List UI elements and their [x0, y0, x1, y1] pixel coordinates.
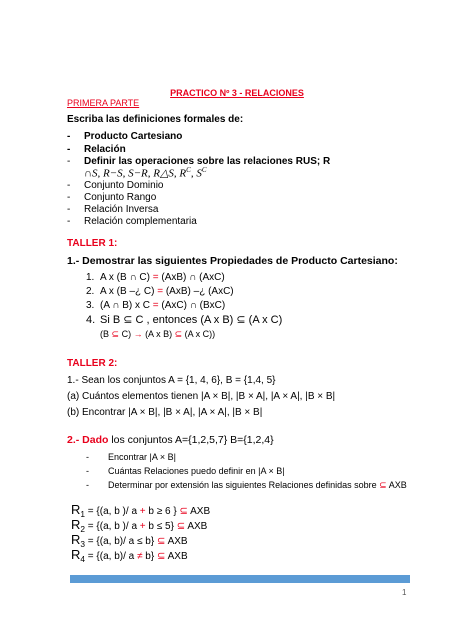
page-number: 1: [402, 588, 407, 597]
list-item: - Conjunto Dominio: [67, 180, 164, 191]
part1-instruction: Escriba las definiciones formales de:: [67, 114, 244, 125]
relation-r1: $R_1 = \{(a$, b )/ a + b ≥ 6 } ⊆ AXB: [71, 502, 211, 519]
taller2-heading: TALLER 2:: [67, 358, 118, 369]
relation-r4: $R_4 = \{(a$, b)/ a ≠ b} ⊆ AXB: [71, 547, 188, 564]
page-title: PRACTICO Nº 3 - RELACIONES: [170, 88, 304, 98]
property-item: 2. A x (B –¿ C) = (AxB) –¿ (AxC): [86, 286, 234, 297]
list-item: - Determinar por extensión las siguientes Relaciones definidas sobre ⊆ AXB: [86, 480, 407, 490]
list-item: - Cuántas Relaciones puedo definir en |A × B|: [86, 466, 285, 476]
property-item: 3. (A ∩ B) x C = (AxC) ∩ (BxC): [86, 300, 226, 311]
list-item: - Relación Inversa: [67, 204, 159, 215]
list-item: - Relación: [67, 144, 126, 155]
list-item: - Relación complementaria: [67, 216, 197, 227]
taller2-q1: 1.- Sean los conjuntos A = {1, 4, 6}, B = {1,4, 5}: [67, 375, 276, 386]
relation-r3: $R_3 = \{(a$, b)/ a ≤ b} ⊆ AXB: [71, 532, 188, 549]
property-item: 1. A x (B ∩ C) = (AxB) ∩ (AxC): [86, 272, 225, 283]
operations-line: ∩S, R−S, S−R, R△S, $R^C$, $S^C$: [84, 166, 207, 180]
taller2-qb: (b) Encontrar |A × B|, |B × A|, |A × A|, |B × B|: [67, 407, 263, 418]
taller1-heading: TALLER 1:: [67, 238, 118, 249]
implication-line: (B ⊆ C) → (A x B) ⊆ (A x C)): [100, 329, 216, 339]
relation-r2: $R_2 = \{(a$, b )/ a + b ≤ 5} ⊆ AXB: [71, 517, 208, 534]
footer-bar: [70, 575, 410, 583]
taller1-question: 1.- Demostrar las siguientes Propiedades de Producto Cartesiano:: [67, 255, 398, 267]
taller2-qa: (a) Cuántos elementos tienen |A × B|, |B × A|, |A × A|, |B × B|: [67, 391, 336, 402]
list-item: - Encontrar |A × B|: [86, 452, 176, 462]
property-item: 4. Si B ⊆ C , entonces (A x B) ⊆ (A x C): [86, 314, 283, 326]
list-item: - Definir las operaciones sobre las relaciones RUS; R: [67, 156, 331, 167]
section-title: PRIMERA PARTE: [67, 98, 140, 108]
list-item: - Conjunto Rango: [67, 192, 157, 203]
list-item: - Producto Cartesiano: [67, 131, 183, 142]
taller2-q2: 2.- Dado los conjuntos A={1,2,5,7} B={1,2,4}: [67, 434, 274, 446]
